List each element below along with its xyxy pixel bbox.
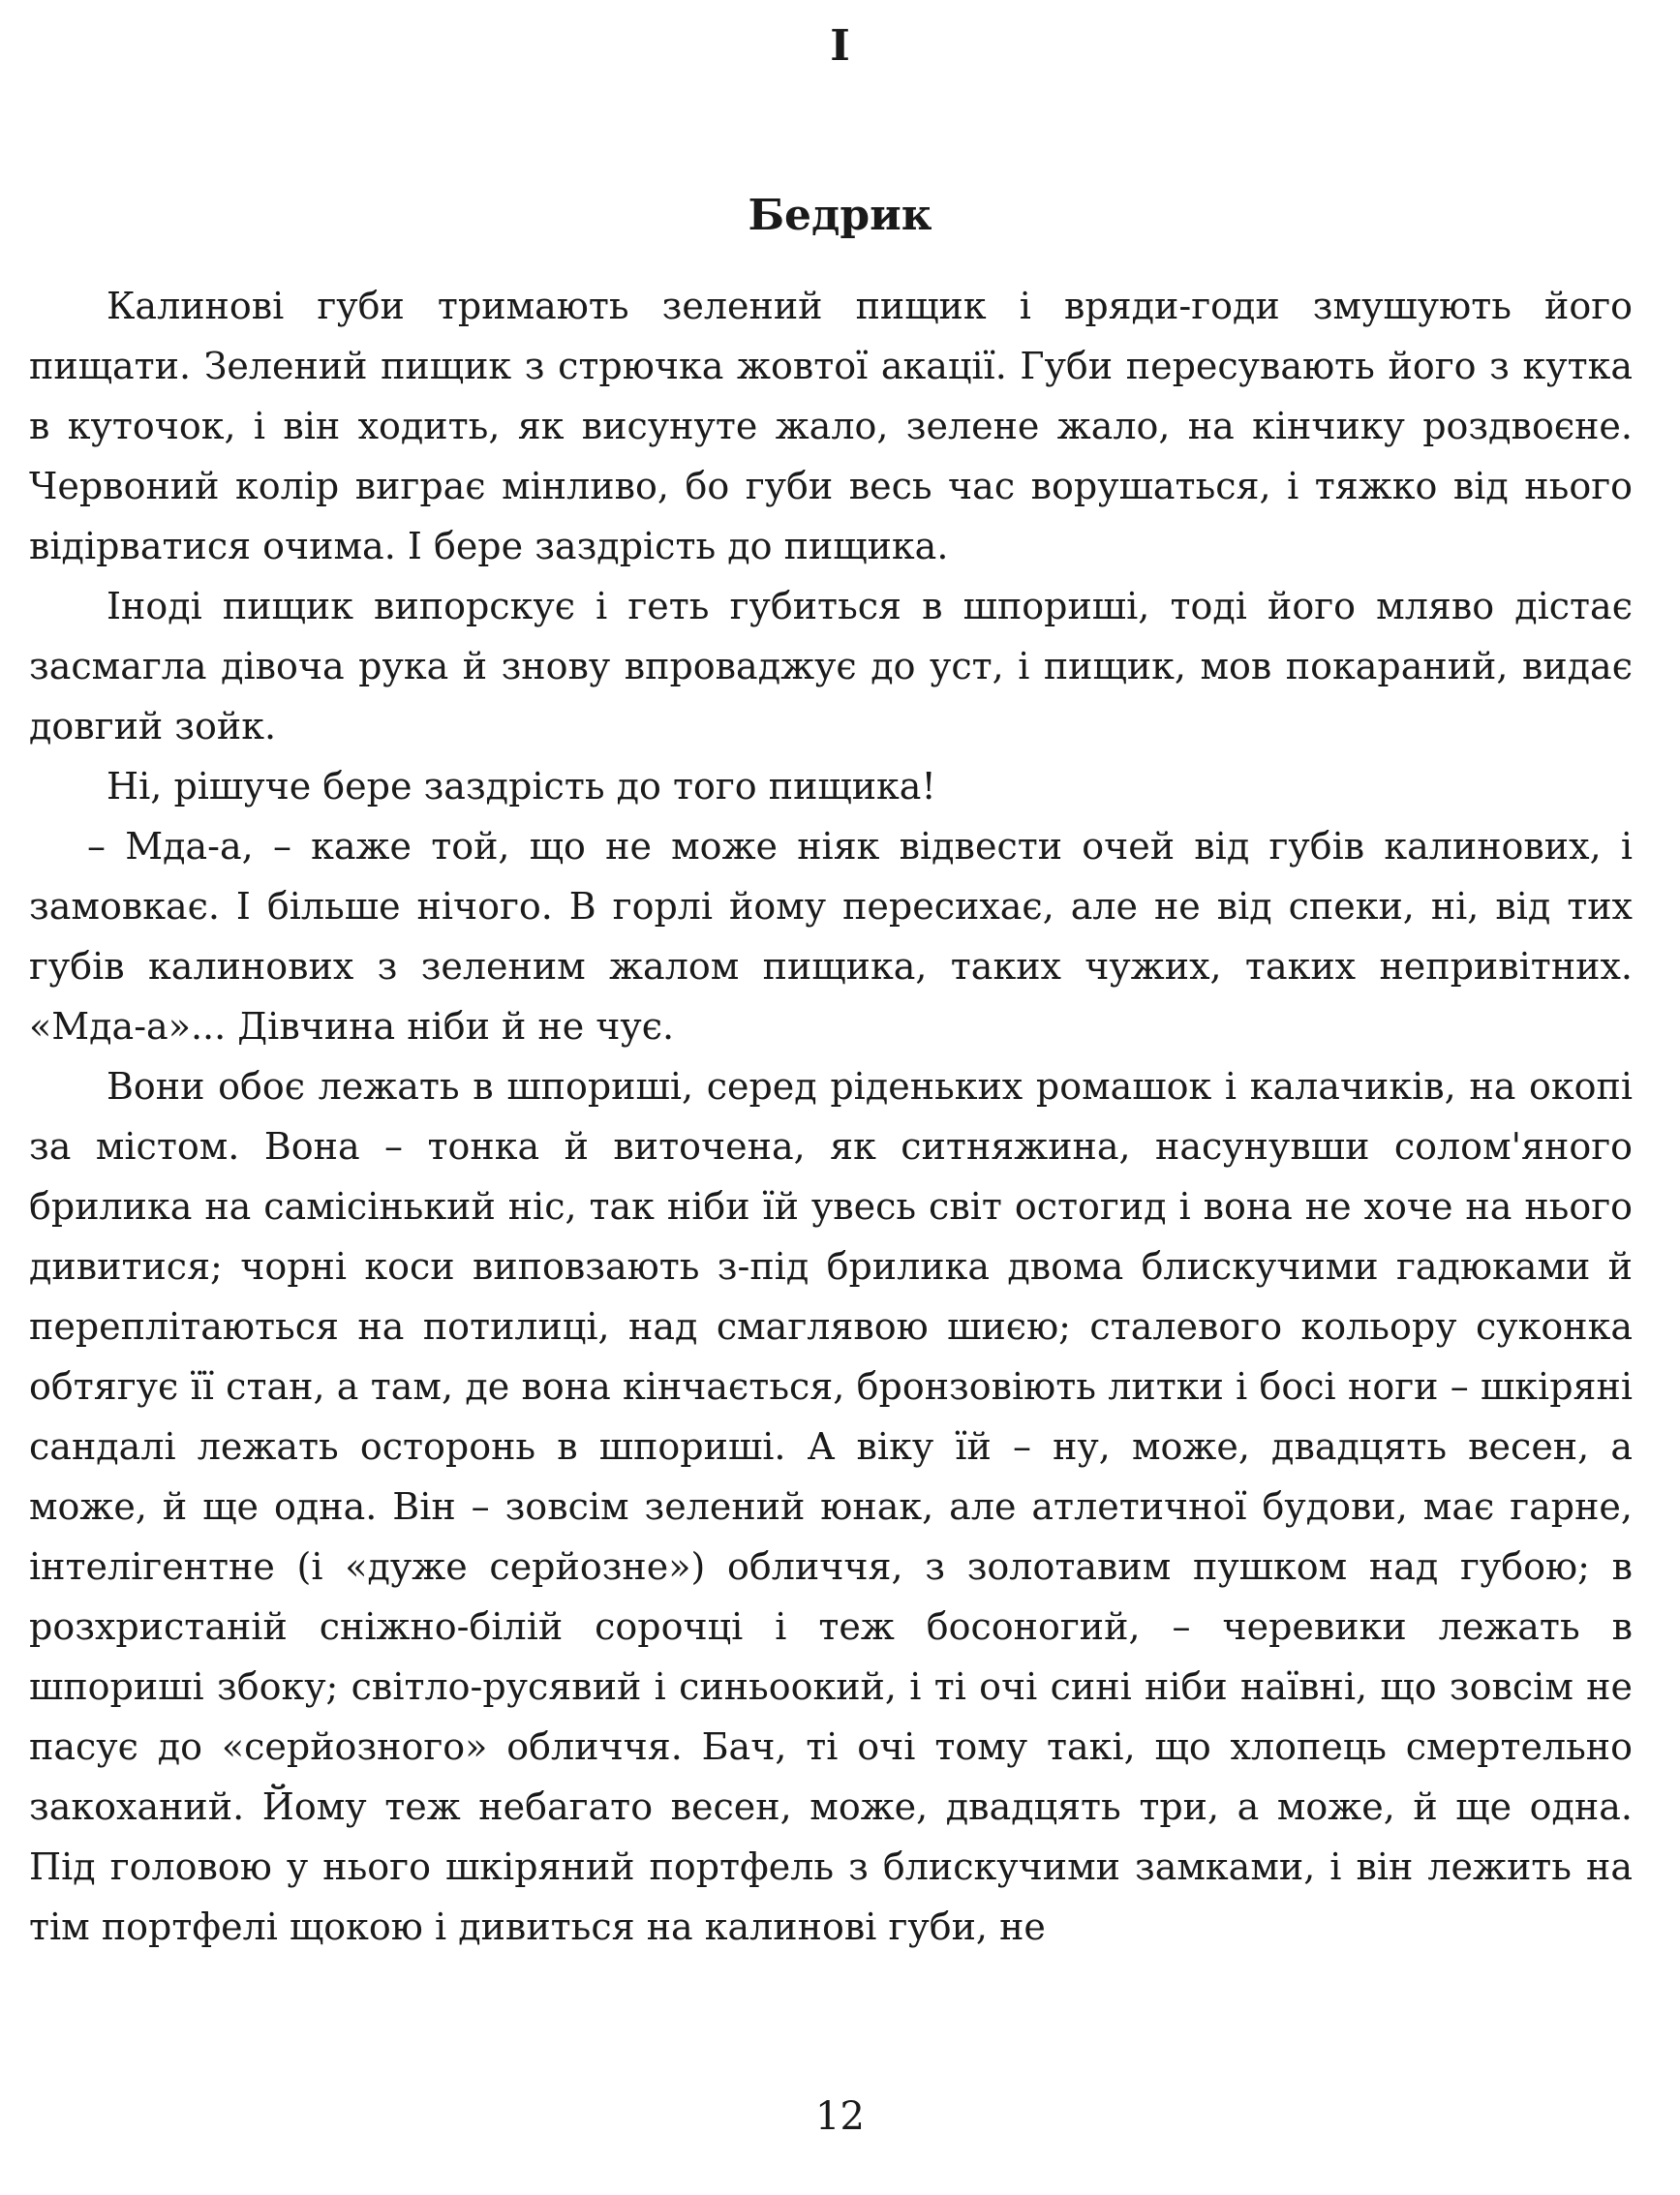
page-number: 12 bbox=[815, 2094, 865, 2139]
chapter-number: I bbox=[830, 21, 850, 71]
paragraph: Калинові губи тримають зелений пищик і вряди-годи змушують його пищати. Зелений пищик з стрючка жовтої акації. Губи пересувають його з кутка в куточок, і він ходить, як висунуте жало, зелене жало, на кінчику роздвоєне. Червоний колір виграє мінливо, бо губи весь час ворушаться, і тяжко від нього відірватися очима. І бере заздрість до пищика. bbox=[29, 285, 1633, 567]
paragraph: Вони обоє лежать в шпориші, серед ріденьких ромашок і калачиків, на окопі за містом. Вона – тонка й виточена, як ситняжина, насунувши солом'яного брилика на самісінький ніс, так ніби їй увесь світ остогид і вона не хоче на нього дивитися; чорні коси виповзають з-під брилика двома блискучими гадюками й переплітаються на потилиці, над смаглявою шиєю; сталевого кольору суконка обтягує її стан, а там, де вона кінчається, бронзовіють литки і босі ноги – шкіряні сандалі лежать осторонь в шпориші. А віку їй – ну, може, двадцять весен, а може, й ще одна. Він – зовсім зелений юнак, але атлетичної будови, має гарне, інтелігентне (і «дуже серйозне») обличчя, з золотавим пушком над губою; в розхристаній сніжно-білій сорочці і теж босоногий, – черевики лежать в шпориші збоку; світло-русявий і синьоокий, і ті очі сині ніби наївні, що зовсім не пасує до «серйозного» обличчя. Бач, ті очі тому такі, що хлопець смертельно закоханий. Йому теж небагато весен, може, двадцять три, а може, й ще одна. Під головою у нього шкіряний портфель з блискучими замками, і він лежить на тім портфелі щокою і дивиться на калинові губи, не bbox=[29, 1065, 1633, 1948]
body-text bbox=[29, 276, 1633, 1957]
dialogue-paragraph: – Мда-а, – каже той, що не може ніяк відвести очей від губів калинових, і замовкає. І більше нічого. В горлі йому пересихає, але не від спеки, ні, від тих губів калинових з зеленим жалом пищика, таких чужих, таких непривітних. «Мда-а»... Дівчина ніби й не чує. bbox=[29, 825, 1633, 1048]
chapter-title: Бедрик bbox=[748, 191, 932, 240]
paragraph: Іноді пищик випорскує і геть губиться в шпориші, тоді його мляво дістає засмагла дівоча рука й знову впроваджує до уст, і пищик, мов покараний, видає довгий зойк. bbox=[29, 585, 1633, 747]
paragraph: Ні, рішуче бере заздрість до того пищика! bbox=[107, 765, 936, 808]
